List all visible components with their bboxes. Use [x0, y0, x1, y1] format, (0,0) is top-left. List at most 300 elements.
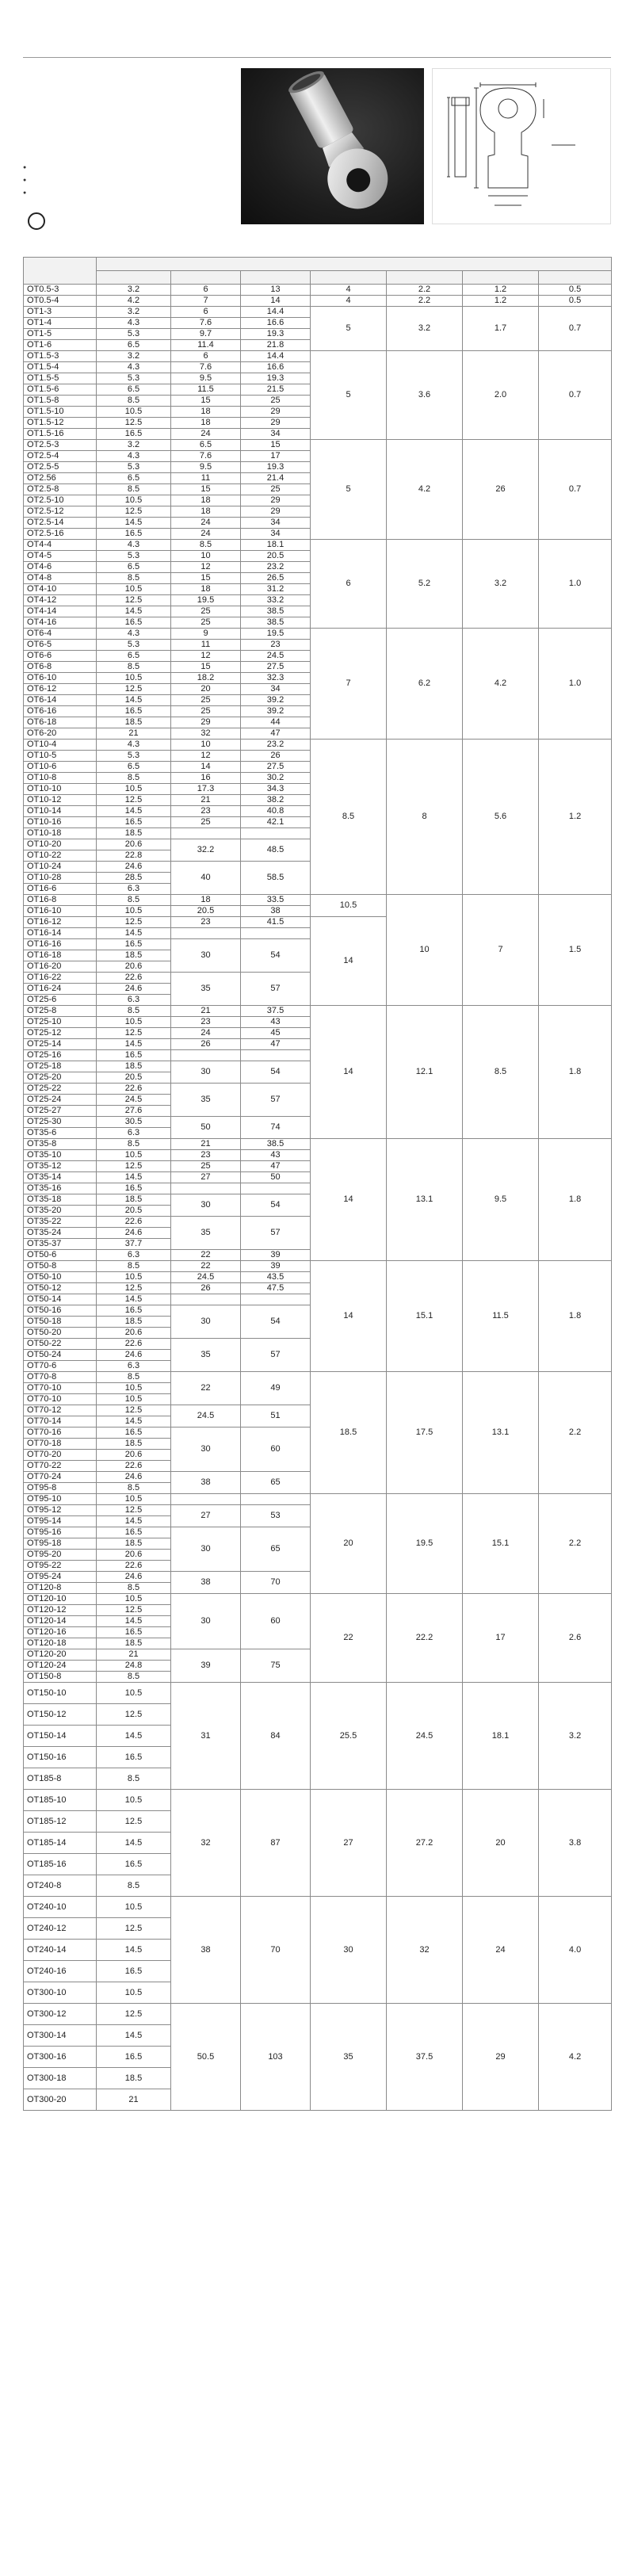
cell-phi: 6.5	[97, 562, 171, 573]
cell-phi: 20.5	[97, 1072, 171, 1084]
cell-item: OT185-14	[24, 1833, 97, 1854]
cell-l	[241, 1494, 311, 1505]
cell-item: OT95-18	[24, 1538, 97, 1550]
cell-item: OT50-22	[24, 1339, 97, 1350]
cell-item: OT240-16	[24, 1961, 97, 1982]
cell-item: OT16-24	[24, 984, 97, 995]
cell-b: 7	[171, 296, 241, 307]
cell-l: 70	[241, 1572, 311, 1594]
cell-phi: 24.8	[97, 1661, 171, 1672]
cell-phi: 22.6	[97, 1561, 171, 1572]
table-row	[24, 895, 612, 906]
cell-b: 38	[171, 1472, 241, 1494]
cell-b	[171, 1050, 241, 1061]
title-divider	[23, 57, 611, 58]
cell-phi: 10.5	[97, 1383, 171, 1394]
cell-b: 27	[171, 1172, 241, 1183]
cell-b: 23	[171, 917, 241, 928]
cell-phi: 20.6	[97, 839, 171, 850]
cell-l: 53	[241, 1505, 311, 1527]
header-dimension	[97, 258, 612, 271]
cell-l: 14.4	[241, 351, 311, 362]
cell-b: 23	[171, 1017, 241, 1028]
cell-phi: 12.5	[97, 1811, 171, 1833]
cell-t: 3.8	[539, 1790, 612, 1897]
cell-t: 1.0	[539, 629, 612, 740]
table-row	[24, 1372, 612, 1383]
cell-b: 8.5	[171, 540, 241, 551]
cell-item: OT6-12	[24, 684, 97, 695]
cell-phi: 5.3	[97, 640, 171, 651]
cell-item: OT70-10	[24, 1383, 97, 1394]
cell-l: 38	[241, 906, 311, 917]
cell-l: 65	[241, 1472, 311, 1494]
cell-item: OT95-14	[24, 1516, 97, 1527]
cell-b: 25	[171, 706, 241, 717]
cell-phi: 37.7	[97, 1239, 171, 1250]
cell-b: 24	[171, 429, 241, 440]
cell-item: OT120-14	[24, 1616, 97, 1627]
cell-l: 29	[241, 506, 311, 518]
cell-phi: 16.5	[97, 1627, 171, 1638]
cell-phi: 6.3	[97, 1250, 171, 1261]
cell-item: OT16-22	[24, 973, 97, 984]
cell-l: 26.5	[241, 573, 311, 584]
cell-phi: 18.5	[97, 717, 171, 728]
cell-l: 23.2	[241, 562, 311, 573]
cell-item: OT4-8	[24, 573, 97, 584]
cell-item: OT50-10	[24, 1272, 97, 1283]
cell-b: 24.5	[171, 1405, 241, 1428]
cell-phi: 20.6	[97, 1450, 171, 1461]
cell-b: 12	[171, 651, 241, 662]
cell-phi: 24.6	[97, 1350, 171, 1361]
cell-c: 7	[463, 895, 539, 1006]
cell-b: 9	[171, 629, 241, 640]
cell-b: 11.4	[171, 340, 241, 351]
cell-phi: 12.5	[97, 506, 171, 518]
cell-phi: 6.3	[97, 1128, 171, 1139]
cell-phi: 8.5	[97, 1261, 171, 1272]
cell-phi: 5.3	[97, 751, 171, 762]
cell-item: OT4-4	[24, 540, 97, 551]
cell-item: OT50-12	[24, 1283, 97, 1294]
cell-e: 22	[311, 1594, 387, 1683]
cell-item: OT95-16	[24, 1527, 97, 1538]
cell-item: OT16-10	[24, 906, 97, 917]
header-b	[171, 271, 241, 285]
cell-phi: 14.5	[97, 1294, 171, 1305]
cell-l: 33.5	[241, 895, 311, 906]
cell-t: 2.6	[539, 1594, 612, 1683]
cell-item: OT10-16	[24, 817, 97, 828]
cell-c: 1.2	[463, 296, 539, 307]
cell-b: 18	[171, 407, 241, 418]
cell-t: 1.8	[539, 1261, 612, 1372]
cell-l	[241, 1050, 311, 1061]
cell-phi: 5.3	[97, 462, 171, 473]
cell-l: 54	[241, 1194, 311, 1217]
header-phi	[97, 271, 171, 285]
cell-phi: 21	[97, 1649, 171, 1661]
header-c	[463, 271, 539, 285]
cell-phi: 10.5	[97, 1683, 171, 1704]
cell-item: OT95-24	[24, 1572, 97, 1583]
cell-phi: 14.5	[97, 1416, 171, 1428]
cell-l: 29	[241, 418, 311, 429]
cell-l: 29	[241, 495, 311, 506]
header-d	[387, 271, 463, 285]
cell-phi: 16.5	[97, 1050, 171, 1061]
cell-phi: 10.5	[97, 673, 171, 684]
material-plating	[23, 187, 29, 200]
header-l	[241, 271, 311, 285]
cell-phi: 30.5	[97, 1117, 171, 1128]
cell-b: 35	[171, 973, 241, 1006]
cell-item: OT185-12	[24, 1811, 97, 1833]
cell-phi: 16.5	[97, 1747, 171, 1768]
cell-item: OT10-6	[24, 762, 97, 773]
cell-e: 14	[311, 917, 387, 1006]
cell-item: OT1.5-6	[24, 384, 97, 396]
cell-l: 47.5	[241, 1283, 311, 1294]
material-heading	[23, 162, 29, 174]
cell-l: 34.3	[241, 784, 311, 795]
cell-phi: 10.5	[97, 1017, 171, 1028]
cell-l: 34	[241, 429, 311, 440]
cell-phi: 16.5	[97, 1527, 171, 1538]
cell-b: 20	[171, 684, 241, 695]
cell-l: 38.5	[241, 606, 311, 617]
cell-b: 9.5	[171, 462, 241, 473]
cell-e: 25.5	[311, 1683, 387, 1790]
cell-d: 17.5	[387, 1372, 463, 1494]
cell-item: OT10-18	[24, 828, 97, 839]
cell-b: 21	[171, 1139, 241, 1150]
cell-item: OT240-12	[24, 1918, 97, 1940]
cell-b: 50.5	[171, 2004, 241, 2111]
cell-phi: 16.5	[97, 1961, 171, 1982]
cell-item: OT70-24	[24, 1472, 97, 1483]
cell-e: 4	[311, 296, 387, 307]
cell-item: OT35-14	[24, 1172, 97, 1183]
cell-item: OT35-37	[24, 1239, 97, 1250]
cell-l: 38.2	[241, 795, 311, 806]
cell-l: 43	[241, 1017, 311, 1028]
cell-c: 9.5	[463, 1139, 539, 1261]
cell-item: OT16-8	[24, 895, 97, 906]
cell-item: OT185-16	[24, 1854, 97, 1875]
cell-e: 5	[311, 351, 387, 440]
cell-b: 29	[171, 717, 241, 728]
cell-phi: 8.5	[97, 1483, 171, 1494]
cell-item: OT300-16	[24, 2047, 97, 2068]
table-row	[24, 1494, 612, 1505]
cell-b: 18	[171, 495, 241, 506]
cell-item: OT16-14	[24, 928, 97, 939]
cell-phi: 22.6	[97, 1339, 171, 1350]
cell-l: 16.6	[241, 362, 311, 373]
cell-l: 25	[241, 396, 311, 407]
cell-l: 57	[241, 1084, 311, 1117]
cell-phi: 12.5	[97, 1505, 171, 1516]
cell-phi: 16.5	[97, 529, 171, 540]
table-row	[24, 440, 612, 451]
cell-d: 2.2	[387, 296, 463, 307]
cell-item: OT4-10	[24, 584, 97, 595]
cell-item: OT4-5	[24, 551, 97, 562]
cell-c: 1.7	[463, 307, 539, 351]
cell-l: 57	[241, 1339, 311, 1372]
cell-phi: 5.3	[97, 329, 171, 340]
cell-phi: 6.5	[97, 473, 171, 484]
cell-b: 6	[171, 285, 241, 296]
cell-phi: 4.3	[97, 318, 171, 329]
cell-item: OT4-14	[24, 606, 97, 617]
cell-item: OT35-10	[24, 1150, 97, 1161]
cell-l: 19.3	[241, 462, 311, 473]
cell-l: 65	[241, 1527, 311, 1572]
cell-b: 17.3	[171, 784, 241, 795]
cell-phi: 14.5	[97, 1833, 171, 1854]
cell-c: 18.1	[463, 1683, 539, 1790]
cell-phi: 10.5	[97, 1150, 171, 1161]
cell-phi: 12.5	[97, 1161, 171, 1172]
cell-b: 30	[171, 1194, 241, 1217]
cell-b: 30	[171, 1594, 241, 1649]
cell-b: 24	[171, 1028, 241, 1039]
cell-item: OT25-22	[24, 1084, 97, 1095]
cell-l: 39	[241, 1250, 311, 1261]
cell-d: 24.5	[387, 1683, 463, 1790]
cell-l: 23.2	[241, 740, 311, 751]
cell-phi: 12.5	[97, 1283, 171, 1294]
cell-c: 2.0	[463, 351, 539, 440]
cell-l: 54	[241, 1061, 311, 1084]
cell-l: 54	[241, 1305, 311, 1339]
cell-l: 21.4	[241, 473, 311, 484]
cell-phi: 12.5	[97, 684, 171, 695]
cell-item: OT6-14	[24, 695, 97, 706]
header-e	[311, 271, 387, 285]
cell-item: OT120-8	[24, 1583, 97, 1594]
cell-b: 23	[171, 806, 241, 817]
cell-item: OT50-14	[24, 1294, 97, 1305]
cell-item: OT70-10	[24, 1394, 97, 1405]
cell-b: 9.7	[171, 329, 241, 340]
table-row	[24, 1897, 612, 1918]
cell-phi: 8.5	[97, 573, 171, 584]
cell-t: 3.2	[539, 1683, 612, 1790]
cell-phi: 12.5	[97, 917, 171, 928]
cell-item: OT35-18	[24, 1194, 97, 1206]
cell-l: 57	[241, 1217, 311, 1250]
cell-phi: 5.3	[97, 373, 171, 384]
cell-phi: 8.5	[97, 1372, 171, 1383]
cell-b: 18	[171, 895, 241, 906]
cell-item: OT4-6	[24, 562, 97, 573]
cell-phi: 4.3	[97, 451, 171, 462]
cell-c: 8.5	[463, 1006, 539, 1139]
cell-phi: 8.5	[97, 662, 171, 673]
cell-b	[171, 828, 241, 839]
cell-l: 60	[241, 1428, 311, 1472]
cell-phi: 28.5	[97, 873, 171, 884]
cell-b: 32	[171, 728, 241, 740]
cell-phi: 4.3	[97, 362, 171, 373]
cell-item: OT25-18	[24, 1061, 97, 1072]
cell-item: OT95-10	[24, 1494, 97, 1505]
cell-b: 22	[171, 1261, 241, 1272]
cell-phi: 16.5	[97, 1183, 171, 1194]
cell-b: 14	[171, 762, 241, 773]
cell-l: 49	[241, 1372, 311, 1405]
cell-d: 8	[387, 740, 463, 895]
cell-e: 35	[311, 2004, 387, 2111]
table-row	[24, 1790, 612, 1811]
cell-l: 25	[241, 484, 311, 495]
cell-phi: 24.6	[97, 984, 171, 995]
cell-item: OT35-16	[24, 1183, 97, 1194]
material-block	[23, 162, 29, 200]
cell-d: 10	[387, 895, 463, 1006]
material-body	[23, 174, 29, 187]
cell-l: 15	[241, 440, 311, 451]
cell-phi: 16.5	[97, 429, 171, 440]
cell-l: 57	[241, 973, 311, 1006]
cell-item: OT70-6	[24, 1361, 97, 1372]
cell-b: 22	[171, 1250, 241, 1261]
cell-phi: 14.5	[97, 1172, 171, 1183]
cell-item: OT70-22	[24, 1461, 97, 1472]
cell-item: OT70-18	[24, 1439, 97, 1450]
cell-b: 26	[171, 1283, 241, 1294]
cell-phi: 22.6	[97, 1217, 171, 1228]
cell-b: 18	[171, 506, 241, 518]
cell-l: 40.8	[241, 806, 311, 817]
cell-item: OT1-4	[24, 318, 97, 329]
cell-phi: 18.5	[97, 2068, 171, 2089]
cell-t: 0.5	[539, 285, 612, 296]
cell-b: 38	[171, 1897, 241, 2004]
cell-b: 32	[171, 1790, 241, 1897]
cell-item: OT6-16	[24, 706, 97, 717]
cell-b	[171, 1183, 241, 1194]
cell-b: 16	[171, 773, 241, 784]
cell-item: OT150-12	[24, 1704, 97, 1726]
cell-b: 35	[171, 1217, 241, 1250]
cell-phi: 6.3	[97, 884, 171, 895]
cell-l: 14	[241, 296, 311, 307]
cell-item: OT2.5-12	[24, 506, 97, 518]
cell-item: OT25-27	[24, 1106, 97, 1117]
cell-e: 5	[311, 307, 387, 351]
cell-l: 47	[241, 728, 311, 740]
cell-phi: 6.5	[97, 762, 171, 773]
cell-c: 1.2	[463, 285, 539, 296]
cell-phi: 12.5	[97, 1918, 171, 1940]
cell-l: 30.2	[241, 773, 311, 784]
cell-item: OT10-24	[24, 862, 97, 873]
cell-t: 1.5	[539, 895, 612, 1006]
cell-d: 22.2	[387, 1594, 463, 1683]
cell-l: 58.5	[241, 862, 311, 895]
cell-item: OT300-20	[24, 2089, 97, 2111]
cell-item: OT16-20	[24, 961, 97, 973]
cell-l: 38.5	[241, 1139, 311, 1150]
cell-l: 13	[241, 285, 311, 296]
cell-phi: 4.3	[97, 629, 171, 640]
cell-e: 7	[311, 629, 387, 740]
cell-l	[241, 1183, 311, 1194]
ring-terminal-photo-icon	[241, 68, 424, 224]
cell-phi: 20.6	[97, 1328, 171, 1339]
cell-b: 31	[171, 1683, 241, 1790]
cell-l: 50	[241, 1172, 311, 1183]
cell-t: 1.2	[539, 740, 612, 895]
cell-item: OT120-18	[24, 1638, 97, 1649]
cell-item: OT150-14	[24, 1726, 97, 1747]
cell-phi: 3.2	[97, 351, 171, 362]
cell-item: OT240-8	[24, 1875, 97, 1897]
cell-phi: 10.5	[97, 495, 171, 506]
cell-item: OT2.5-10	[24, 495, 97, 506]
cell-item: OT2.5-16	[24, 529, 97, 540]
cell-b: 21	[171, 1006, 241, 1017]
cell-item: OT6-6	[24, 651, 97, 662]
cell-l: 43	[241, 1150, 311, 1161]
cell-e: 14	[311, 1139, 387, 1261]
cell-t: 0.7	[539, 351, 612, 440]
cell-phi: 14.5	[97, 1039, 171, 1050]
cell-phi: 8.5	[97, 396, 171, 407]
cell-d: 3.6	[387, 351, 463, 440]
cell-l: 29	[241, 407, 311, 418]
cell-c: 5.6	[463, 740, 539, 895]
cell-l	[241, 1294, 311, 1305]
cell-item: OT25-14	[24, 1039, 97, 1050]
cell-b: 38	[171, 1572, 241, 1594]
cell-phi: 8.5	[97, 484, 171, 495]
cell-b: 18.2	[171, 673, 241, 684]
cell-item: OT95-20	[24, 1550, 97, 1561]
cell-b: 24	[171, 518, 241, 529]
cell-phi: 18.5	[97, 1317, 171, 1328]
cell-phi: 3.2	[97, 285, 171, 296]
cell-item: OT150-8	[24, 1672, 97, 1683]
cell-l: 44	[241, 717, 311, 728]
cell-l: 42.1	[241, 817, 311, 828]
cell-item: OT25-16	[24, 1050, 97, 1061]
cell-e: 14	[311, 1006, 387, 1139]
table-row	[24, 1261, 612, 1272]
table-row	[24, 285, 612, 296]
cell-b: 32.2	[171, 839, 241, 862]
cell-phi: 8.5	[97, 1768, 171, 1790]
cell-item: OT4-16	[24, 617, 97, 629]
cell-item: OT95-12	[24, 1505, 97, 1516]
cell-item: OT25-6	[24, 995, 97, 1006]
cell-b: 10	[171, 740, 241, 751]
cell-l: 23	[241, 640, 311, 651]
cell-b: 7.6	[171, 451, 241, 462]
cell-item: OT6-10	[24, 673, 97, 684]
cell-phi: 18.5	[97, 828, 171, 839]
cell-b: 25	[171, 817, 241, 828]
cell-phi: 14.5	[97, 1726, 171, 1747]
cell-t: 4.0	[539, 1897, 612, 2004]
cell-b: 12	[171, 562, 241, 573]
